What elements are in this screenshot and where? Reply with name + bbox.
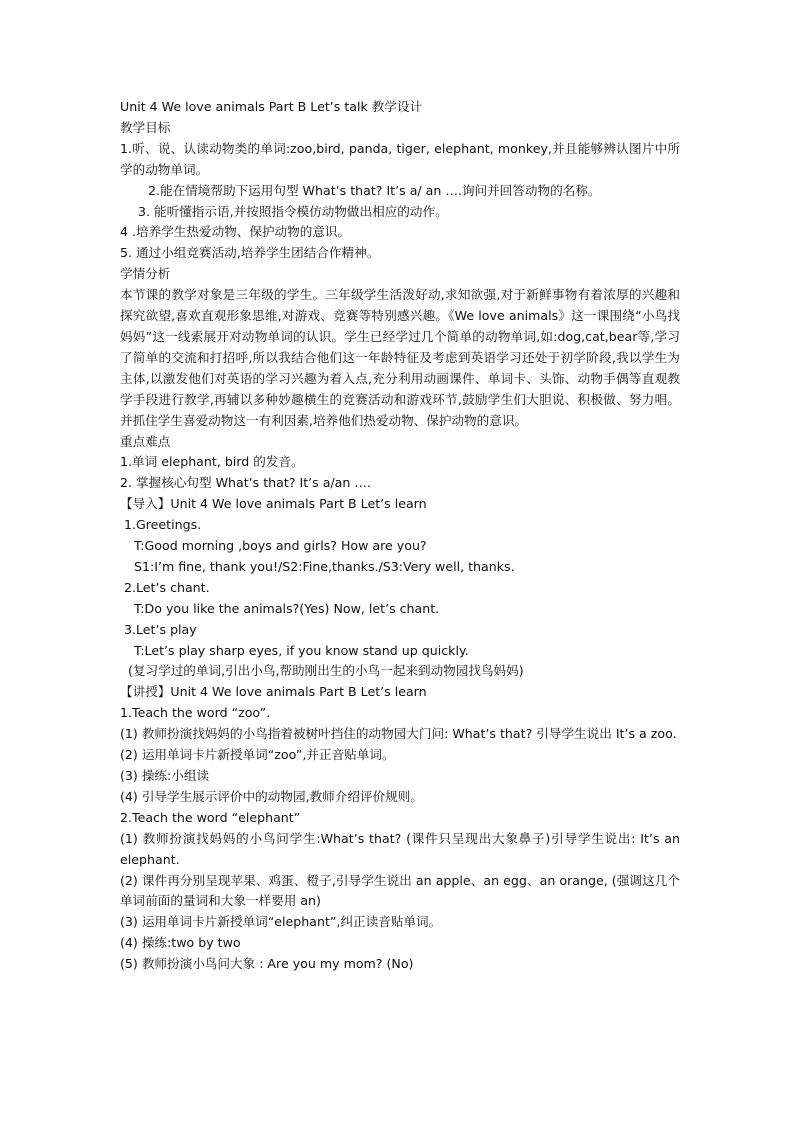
teach-elephant-line: (4) 操练:two by two: [120, 935, 241, 951]
key-item-1: 1.单词 elephant, bird 的发音。: [120, 454, 304, 470]
teach-zoo-line: (2) 运用单词卡片新授单词“zoo”,并正音贴单词。: [120, 747, 395, 763]
intro-line: S1:I’m fine, thank you!/S2:Fine,thanks./S3:Very well, thanks.: [134, 558, 515, 574]
teach-elephant-line: (1) 教师扮演找妈妈的小鸟问学生:What’s that? (课件只呈现出大象鼻子)引导学生说出: It’s an elephant.: [120, 830, 680, 867]
key-heading: 重点难点: [120, 433, 171, 449]
teach-elephant-line: (2) 课件再分别呈现苹果、鸡蛋、橙子,引导学生说出 an apple、an egg、an orange, (强调这几个单词前面的量词和大象一样要用 an): [120, 872, 680, 909]
goal-item-4: 4 .培养学生热爱动物、保护动物的意识。: [120, 224, 351, 240]
teach-zoo-line: (1) 教师扮演找妈妈的小鸟指着被树叶挡住的动物园大门问: What’s that? 引导学生说出 It’s a zoo.: [120, 726, 677, 742]
teach-elephant-line: (5) 教师扮演小鸟问大象 : Are you my mom? (No): [120, 956, 414, 972]
intro-line: 1.Greetings.: [124, 517, 202, 533]
goal-item-3: 3. 能听懂指示语,并按照指令模仿动物做出相应的动作。: [138, 203, 448, 219]
key-item-2: 2. 掌握核心句型 What’s that? It’s a/an ….: [120, 475, 371, 491]
teach-zoo-line: (4) 引导学生展示评价中的动物园,教师介绍评价规则。: [120, 788, 423, 804]
intro-line: T:Good morning ,boys and girls? How are you?: [134, 538, 427, 554]
analysis-heading: 学情分析: [120, 266, 171, 282]
intro-heading: 【导入】Unit 4 We love animals Part B Let’s learn: [120, 496, 427, 512]
goals-heading: 教学目标: [120, 119, 171, 135]
teach-elephant-line: (3) 运用单词卡片新授单词“elephant”,纠正读音贴单词。: [120, 914, 442, 930]
goal-item-2: 2.能在情境帮助下运用句型 What’s that? It’s a/ an ….询问并回答动物的名称。: [148, 182, 601, 198]
analysis-paragraph: 本节课的教学对象是三年级的学生。三年级学生活泼好动,求知欲强,对于新鲜事物有着浓厚的兴趣和探究欲望,喜欢直观形象思维,对游戏、竞赛等特别感兴趣。《We love animals》这一课围绕“小鸟找妈妈”这一线索展开对动物单词的认识。学生已经学过几个简单的动物单词,如:dog,cat,bear等,学习了简单的交流和打招呼,所以我结合他们这一年龄特征及考虑到英语学习还处于初学阶段,我以学生为主体,以激发他们对英语的学习兴趣为着入点,充分利用动画课件、单词卡、头饰、动物手偶等直观教学手段进行教学,再辅以多种妙趣横生的竞赛活动和游戏环节,鼓励学生们大胆说、积极做、努力唱。并抓住学生喜爱动物这一有利因素,培养他们热爱动物、保护动物的意识。: [120, 287, 680, 428]
intro-line: T:Do you like the animals?(Yes) Now, let’s chant.: [134, 600, 440, 616]
intro-line: T:Let’s play sharp eyes, if you know stand up quickly.: [134, 642, 469, 658]
intro-line: 2.Let’s chant.: [124, 579, 210, 595]
document-page: [120, 97, 680, 975]
teach-zoo-title: 1.Teach the word “zoo”.: [120, 705, 271, 721]
document-title: Unit 4 We love animals Part B Let’s talk 教学设计: [120, 99, 423, 114]
intro-line: 3.Let’s play: [124, 621, 197, 637]
teach-zoo-line: (3) 操练:小组读: [120, 768, 210, 783]
goal-item-1: 1.听、说、认读动物类的单词:zoo,bird, panda, tiger, elephant, monkey,并且能够辨认图片中所学的动物单词。: [120, 140, 680, 177]
teach-heading: 【讲授】Unit 4 We love animals Part B Let’s learn: [120, 684, 427, 700]
teach-elephant-title: 2.Teach the word “elephant”: [120, 809, 301, 825]
goal-item-5: 5. 通过小组竞赛活动,培养学生团结合作精神。: [120, 245, 380, 261]
intro-line: (复习学过的单词,引出小鸟,帮助刚出生的小鸟一起来到动物园找鸟妈妈): [128, 663, 524, 679]
